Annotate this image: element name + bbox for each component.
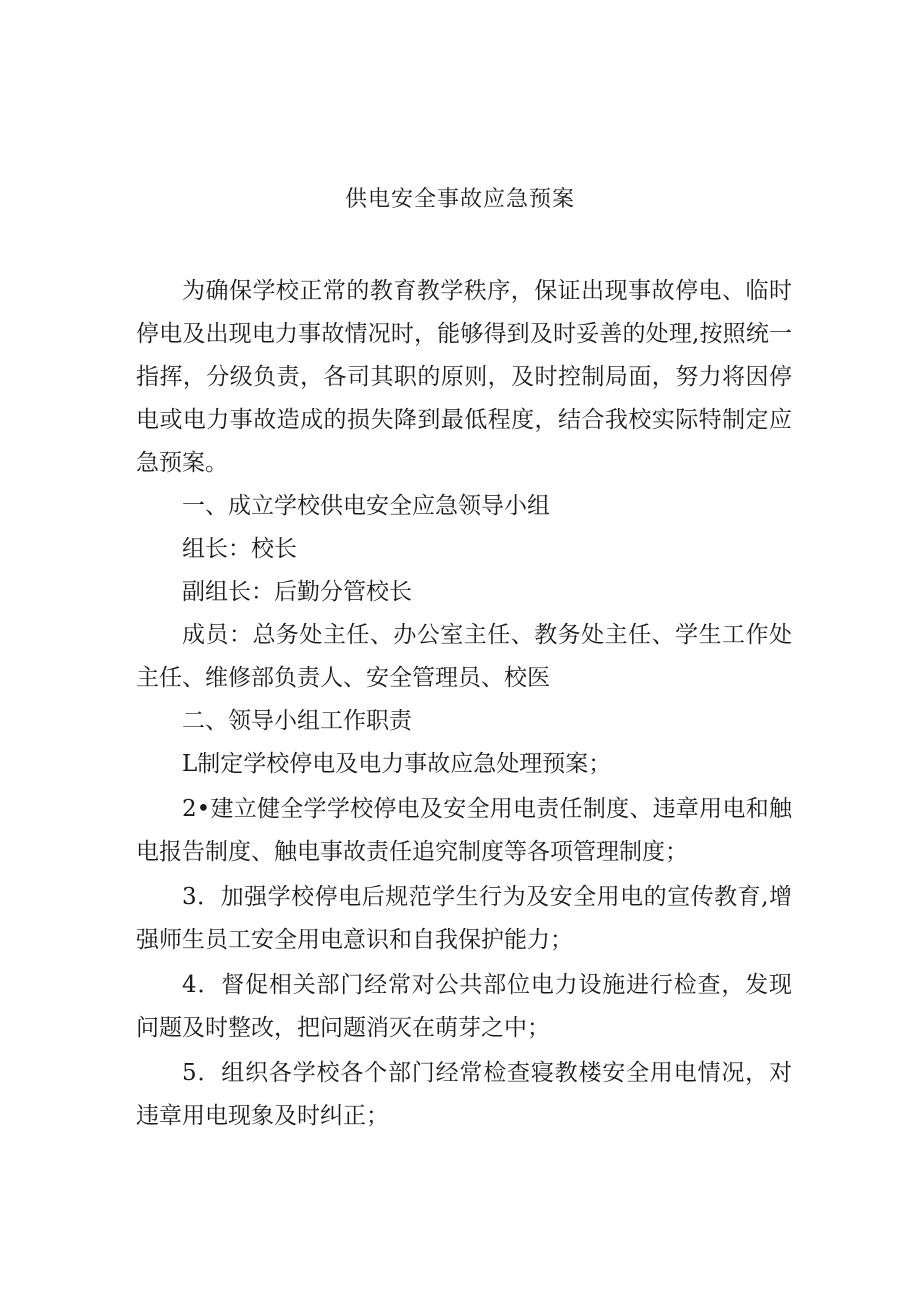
- duty-item-4: 4．督促相关部门经常对公共部位电力设施进行检查，发现问题及时整改，把问题消灭在萌芽之中；: [136, 972, 792, 1041]
- team-leader-line: 组长：校长: [182, 536, 297, 562]
- section-heading-1: 一、成立学校供电安全应急领导小组: [182, 493, 550, 519]
- duty-item-5: 5．组织各学校各个部门经常检查寝教楼安全用电情况，对违章用电现象及时纠正；: [136, 1060, 792, 1129]
- duty-item-3: 3．加强学校停电后规范学生行为及安全用电的宣传教育,增强师生员工安全用电意识和自我保护能力；: [136, 884, 792, 953]
- deputy-leader-line: 副组长：后勤分管校长: [182, 579, 412, 605]
- intro-paragraph: 为确保学校正常的教育教学秩序，保证出现事故停电、临时停电及出现电力事故情况时，能够得到及时妥善的处理,按照统一指挥，分级负责，各司其职的原则，及时控制局面，努力将因停电或电力事故造成的损失降到最低程度，结合我校实际特制定应急预案。: [136, 278, 792, 476]
- duty-item-2: 2•建立健全学学校停电及安全用电责任制度、违章用电和触电报告制度、触电事故责任追究制度等各项管理制度；: [136, 796, 792, 865]
- duty-item-1: L制定学校停电及电力事故应急处理预案；: [182, 751, 612, 777]
- document-body: [136, 270, 792, 1138]
- members-line: 成员：总务处主任、办公室主任、教务处主任、学生工作处主任、维修部负责人、安全管理员、校医: [136, 622, 792, 691]
- section-heading-2: 二、领导小组工作职责: [182, 708, 412, 734]
- document-title: 供电安全事故应急预案: [344, 187, 575, 212]
